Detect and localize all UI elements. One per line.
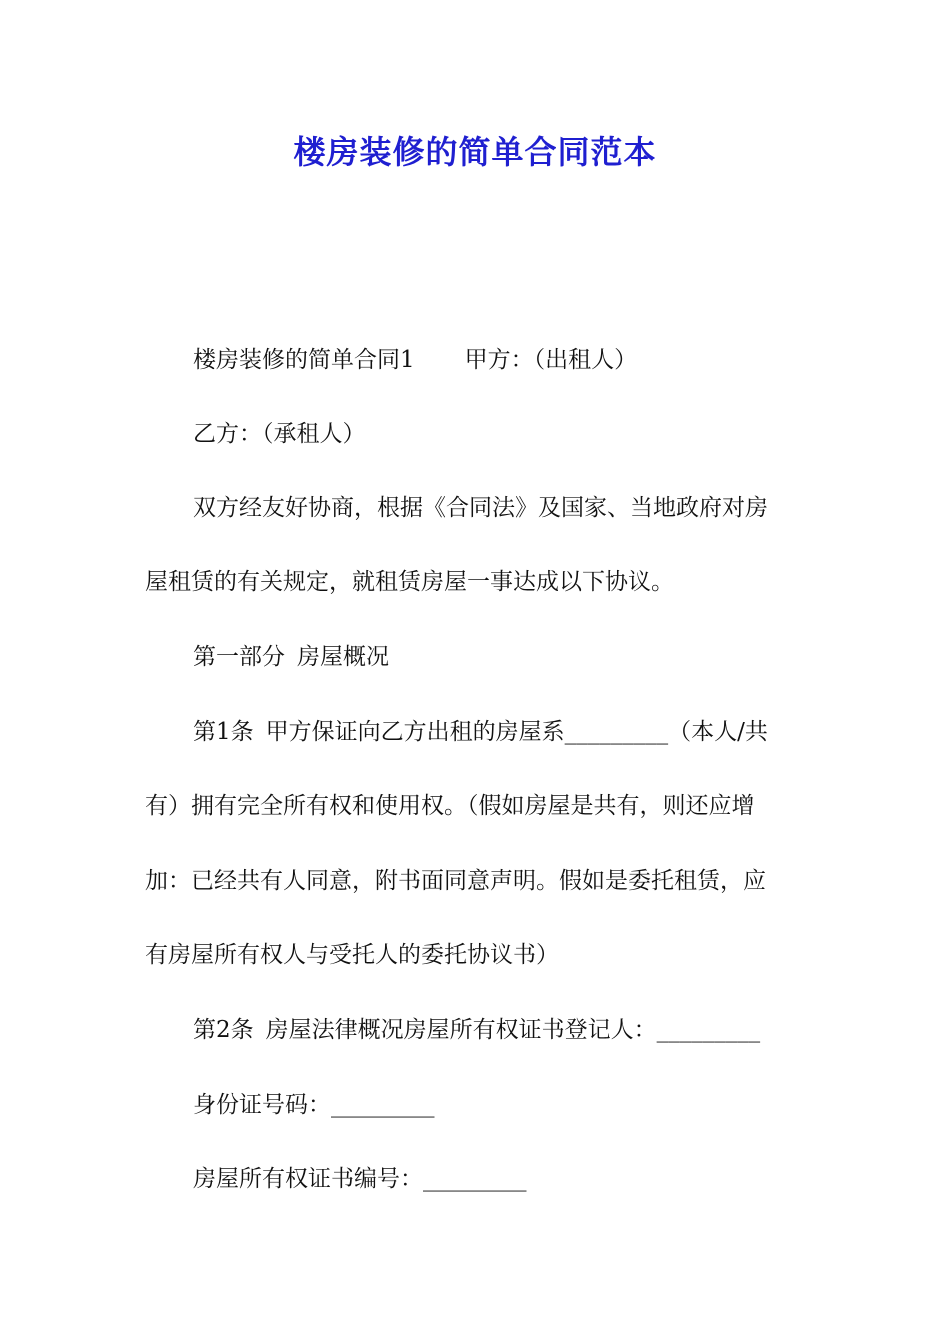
paragraph-line: 加：已经共有人同意，附书面同意声明。假如是委托租赁，应 (145, 868, 766, 894)
paragraph-line: 有房屋所有权人与受托人的委托协议书） (145, 942, 559, 968)
section-heading (193, 641, 389, 673)
paragraph-line (193, 344, 637, 376)
paragraph-line: 屋租赁的有关规定，就租赁房屋一事达成以下协议。 (145, 569, 674, 595)
article-number: 第1条 (193, 719, 254, 745)
paragraph-line: 有）拥有完全所有权和使用权。（假如房屋是共有，则还应增 (145, 793, 755, 819)
article-number: 第2条 (193, 1017, 254, 1043)
party-a-label: 甲方：（出租人） (464, 347, 638, 373)
article-text: 甲方保证向乙方出租的房屋系_________（本人/共 (265, 719, 768, 745)
section-title: 房屋概况 (297, 644, 389, 670)
article-line (193, 1014, 760, 1046)
section-number: 第一部分 (193, 644, 285, 670)
article-text: 房屋法律概况房屋所有权证书登记人：_________ (265, 1017, 761, 1043)
paragraph-line: 双方经友好协商，根据《合同法》及国家、当地政府对房 (193, 495, 768, 521)
id-number-field: 身份证号码：_________ (193, 1092, 435, 1118)
contract-heading: 楼房装修的简单合同1 (193, 347, 415, 373)
paragraph-line: 乙方：（承租人） (193, 421, 366, 447)
document-title: 楼房装修的简单合同范本 (293, 133, 657, 171)
certificate-number-field: 房屋所有权证书编号：_________ (193, 1166, 527, 1192)
article-line (193, 716, 768, 748)
